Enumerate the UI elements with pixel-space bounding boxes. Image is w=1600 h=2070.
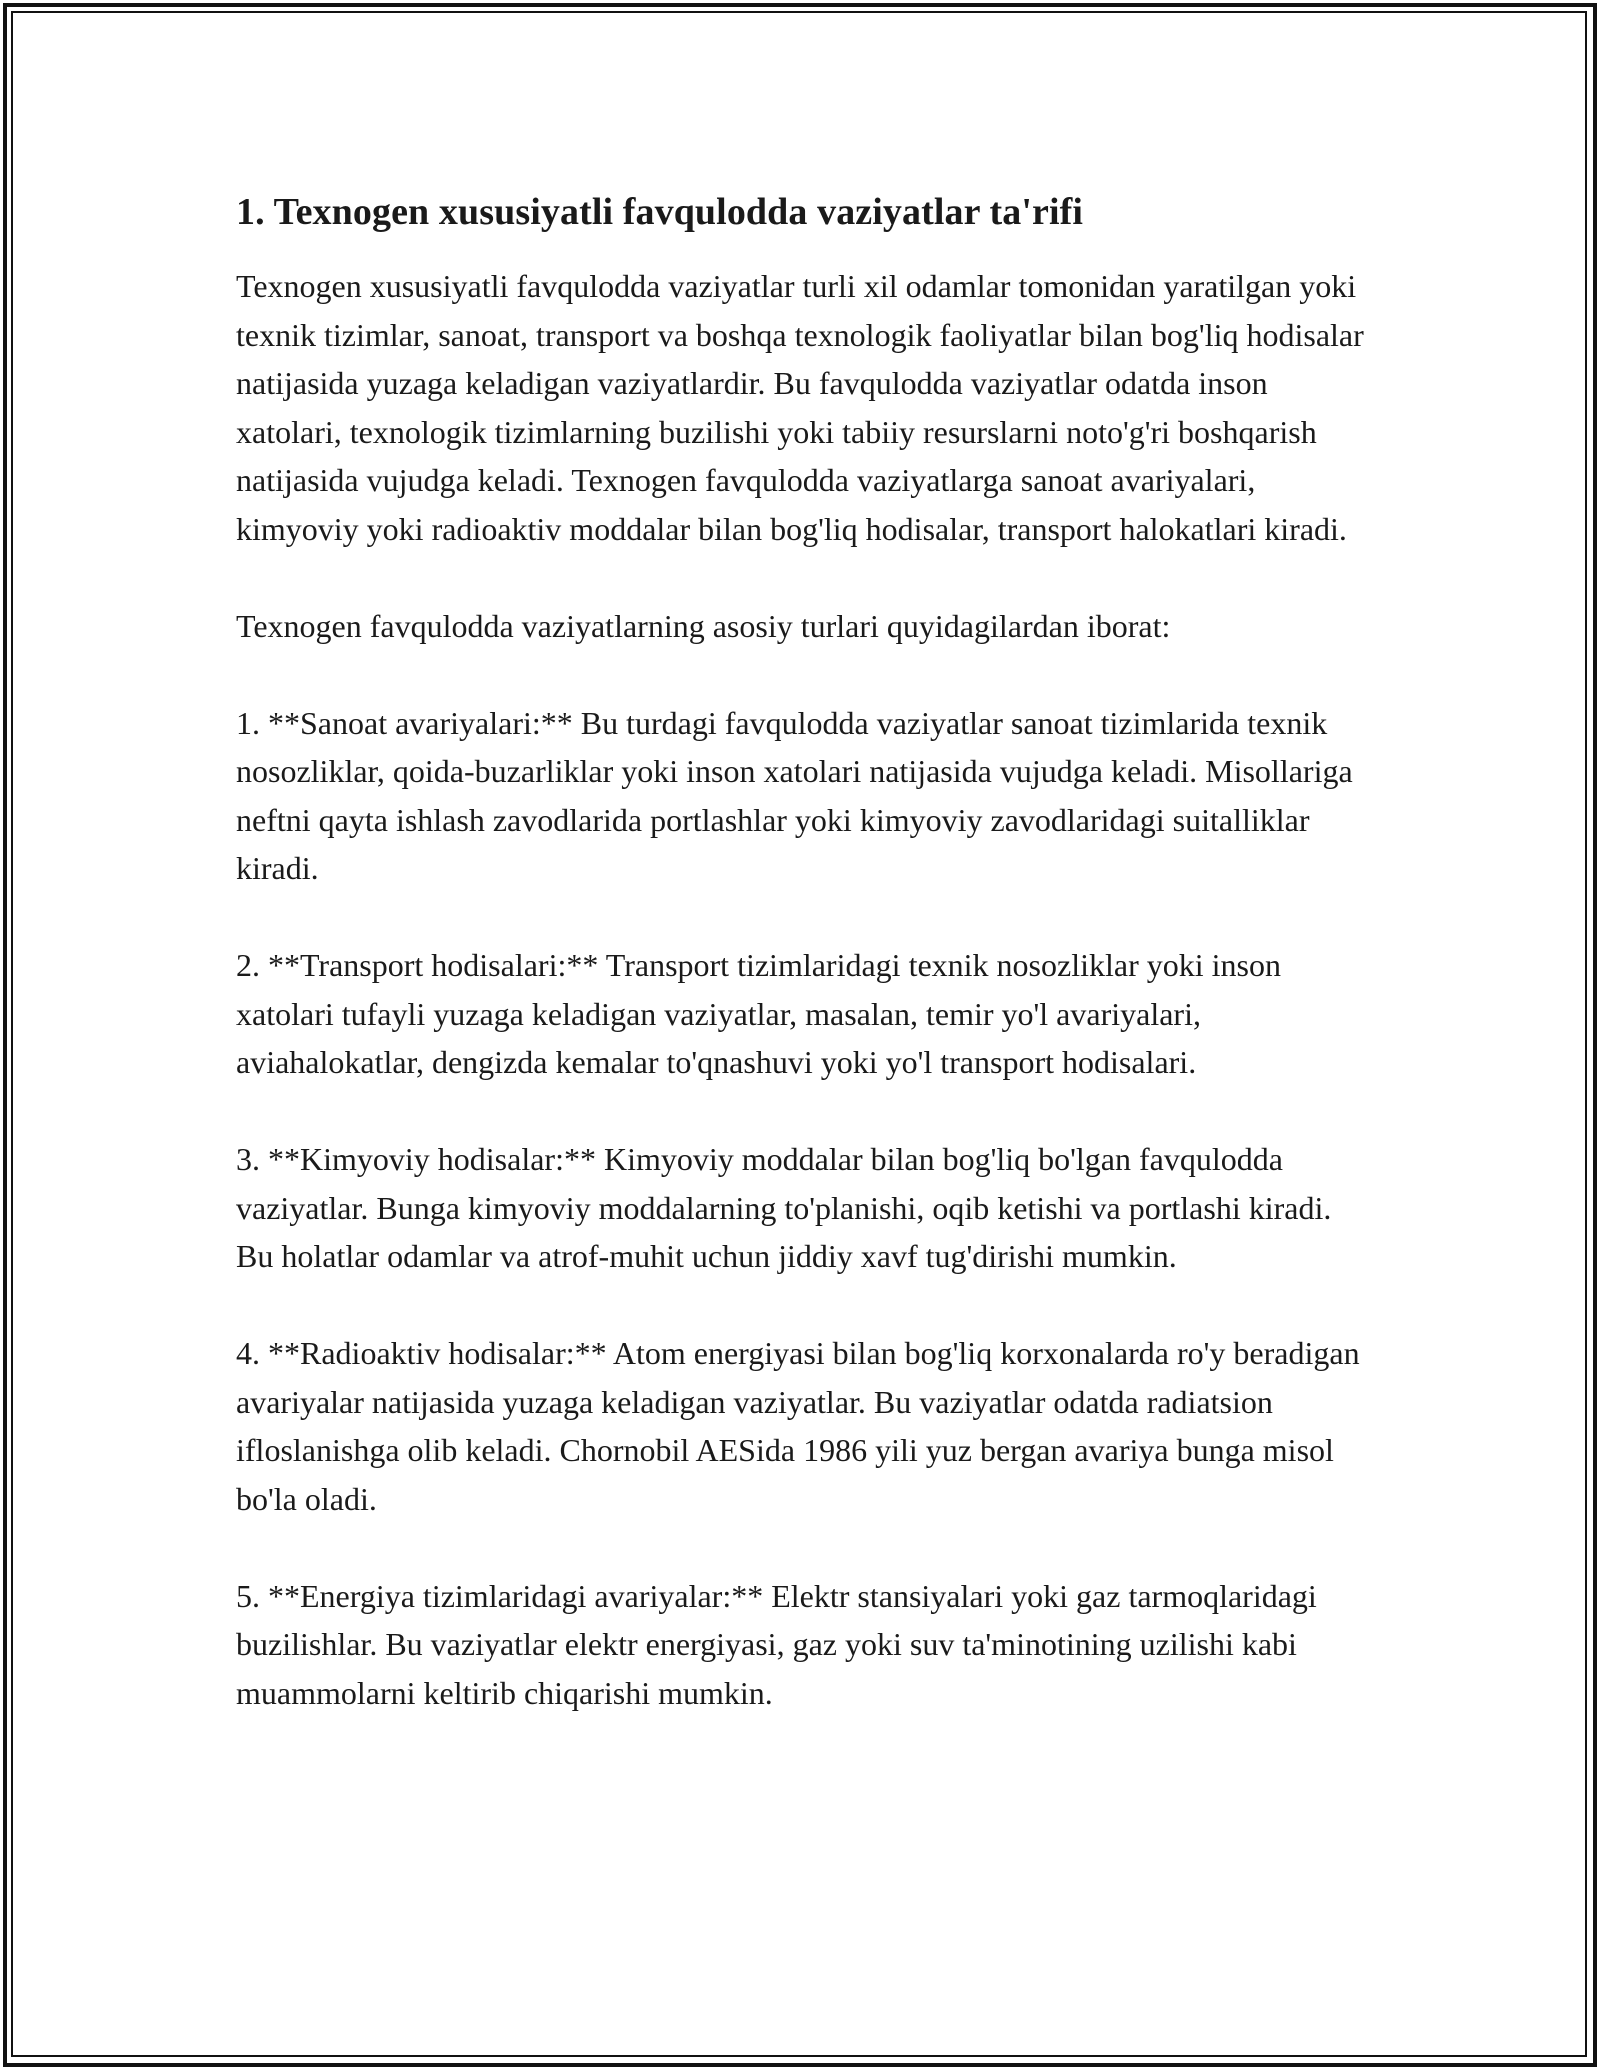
paragraph-intro: Texnogen xususiyatli favqulodda vaziyatlar turli xil odamlar tomonidan yaratilgan yoki texnik tizimlar, sanoat, transport va boshqa texnologik faoliyatlar bilan bog'liq hodisalar natijasida yuzaga keladigan vaziyatlardir. Bu favqulodda vaziyatlar odatda inson xatolari, texnologik tizimlarning buzilishi yoki tabiiy resurslarni noto'g'ri boshqarish natijasida vujudga keladi. Texnogen favqulodda vaziyatlarga sanoat avariyalari, kimyoviy yoki radioaktiv moddalar bilan bog'liq hodisalar, transport halokatlari kiradi. [236,268,1364,547]
list-item-transport-incidents: 2. **Transport hodisalari:** Transport tizimlaridagi texnik nosozliklar yoki inson xatolari tufayli yuzaga keladigan vaziyatlar, masalan, temir yo'l avariyalari, aviahalokatlar, dengizda kemalar to'qnashuvi yoki yo'l transport hodisalari. [236,947,1281,1080]
paragraph-types-lead: Texnogen favqulodda vaziyatlarning asosiy turlari quyidagilardan iborat: [236,607,1171,644]
section-title: 1. Texnogen xususiyatli favqulodda vaziyatlar ta'rifi [236,191,1084,233]
list-item-chemical-incidents: 3. **Kimyoviy hodisalar:** Kimyoviy moddalar bilan bog'liq bo'lgan favqulodda vaziyatlar. Bunga kimyoviy moddalarning to'planishi, oqib ketishi va portlashi kiradi. Bu holatlar odamlar va atrof-muhit uchun jiddiy xavf tug'dirishi mumkin. [236,1141,1332,1274]
document-body [236,186,1366,1717]
list-item-energy-system-accidents: 5. **Energiya tizimlaridagi avariyalar:** Elektr stansiyalari yoki gaz tarmoqlaridagi buzilishlar. Bu vaziyatlar elektr energiyasi, gaz yoki suv ta'minotining uzilishi kabi muammolarni keltirib chiqarishi mumkin. [236,1577,1317,1711]
list-item-radioactive-incidents: 4. **Radioaktiv hodisalar:** Atom energiyasi bilan bog'liq korxonalarda ro'y beradigan avariyalar natijasida yuzaga keladigan vaziyatlar. Bu vaziyatlar odatda radiatsion ifloslanishga olib keladi. Chornobil AESida 1986 yili yuz bergan avariya bunga misol bo'la oladi. [236,1335,1360,1517]
list-item-industrial-accidents: 1. **Sanoat avariyalari:** Bu turdagi favqulodda vaziyatlar sanoat tizimlarida texnik nosozliklar, qoida-buzarliklar yoki inson xatolari natijasida vujudga keladi. Misollariga neftni qayta ishlash zavodlarida portlashlar yoki kimyoviy zavodlaridagi suitalliklar kiradi. [236,704,1353,886]
